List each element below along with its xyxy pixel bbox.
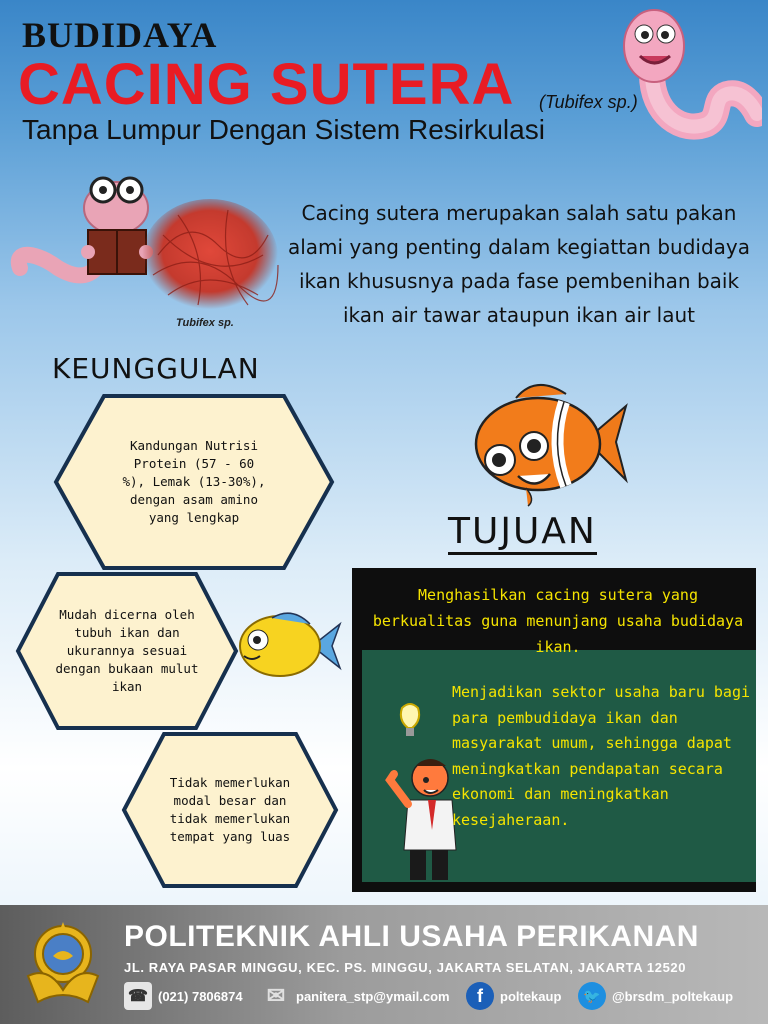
advantage-text-3: Tidak memerlukan modal besar dan tidak memerlukan tempat yang luas [169,775,291,844]
tujuan-heading: TUJUAN [448,512,597,555]
businessman-icon [372,700,462,880]
institution-address: JL. RAYA PASAR MINGGU, KEC. PS. MINGGU, JAKARTA SELATAN, JAKARTA 12520 [124,960,687,975]
worm-reading-icon [8,168,158,298]
title-budidaya: BUDIDAYA [22,15,218,55]
title-scientific-name: (Tubifex sp.) [539,92,638,112]
keunggulan-heading: KEUNGGULAN [52,352,260,385]
worm-mascot-icon [612,4,762,144]
yellow-fish-icon [232,606,342,686]
title-cacing-sutera: CACING SUTERA [18,52,515,117]
phone-number: (021) 7806874 [158,988,243,1004]
facebook-handle: poltekaup [500,988,562,1004]
clownfish-icon [466,376,630,510]
twitter-handle: @brsdm_poltekaup [612,988,734,1004]
facebook-contact[interactable] [466,982,561,1010]
advantage-hexagon-3 [120,730,340,890]
advantage-text-2: Mudah dicerna oleh tubuh ikan dan ukurannya sesuai dengan bukaan mulut ikan [55,607,199,694]
logo-emblem-icon [18,916,108,1010]
phone-icon: ☎ [124,982,152,1010]
objective-1: Menghasilkan cacing sutera yang berkualitas guna menunjang usaha budidaya ikan. [372,586,744,656]
twitter-contact[interactable] [578,982,733,1010]
email-contact[interactable] [262,982,450,1010]
institution-name: POLITEKNIK AHLI USAHA PERIKANAN [124,920,699,953]
advantage-text-1: Kandungan Nutrisi Protein (57 - 60 %), Lemak (13-30%), dengan asam amino yang lengkap [122,438,266,525]
twitter-icon: 🐦 [578,982,606,1010]
advantage-hexagon-1 [52,392,336,572]
phone-contact[interactable] [124,982,243,1010]
facebook-icon: f [466,982,494,1010]
intro-paragraph: Cacing sutera merupakan salah satu pakan alami yang penting dalam kegiattan budidaya ikan khususnya pada fase pembenihan baik ikan air tawar ataupun ikan air laut [287,201,750,327]
advantage-hexagon-2 [14,570,240,732]
email-address: panitera_stp@ymail.com [296,988,450,1004]
email-icon: ✉ [266,983,286,1008]
tubifex-photo [138,195,288,335]
objective-2: Menjadikan sektor usaha baru bagi para pembudidaya ikan dan masyarakat umum, sehingga dapat meningkatkan pendapatan secara ekonomi dan meningkatkan kesejaheraan. [452,683,751,829]
subtitle: Tanpa Lumpur Dengan Sistem Resirkulasi [22,114,545,145]
photo-caption: Tubifex sp. [176,317,234,329]
